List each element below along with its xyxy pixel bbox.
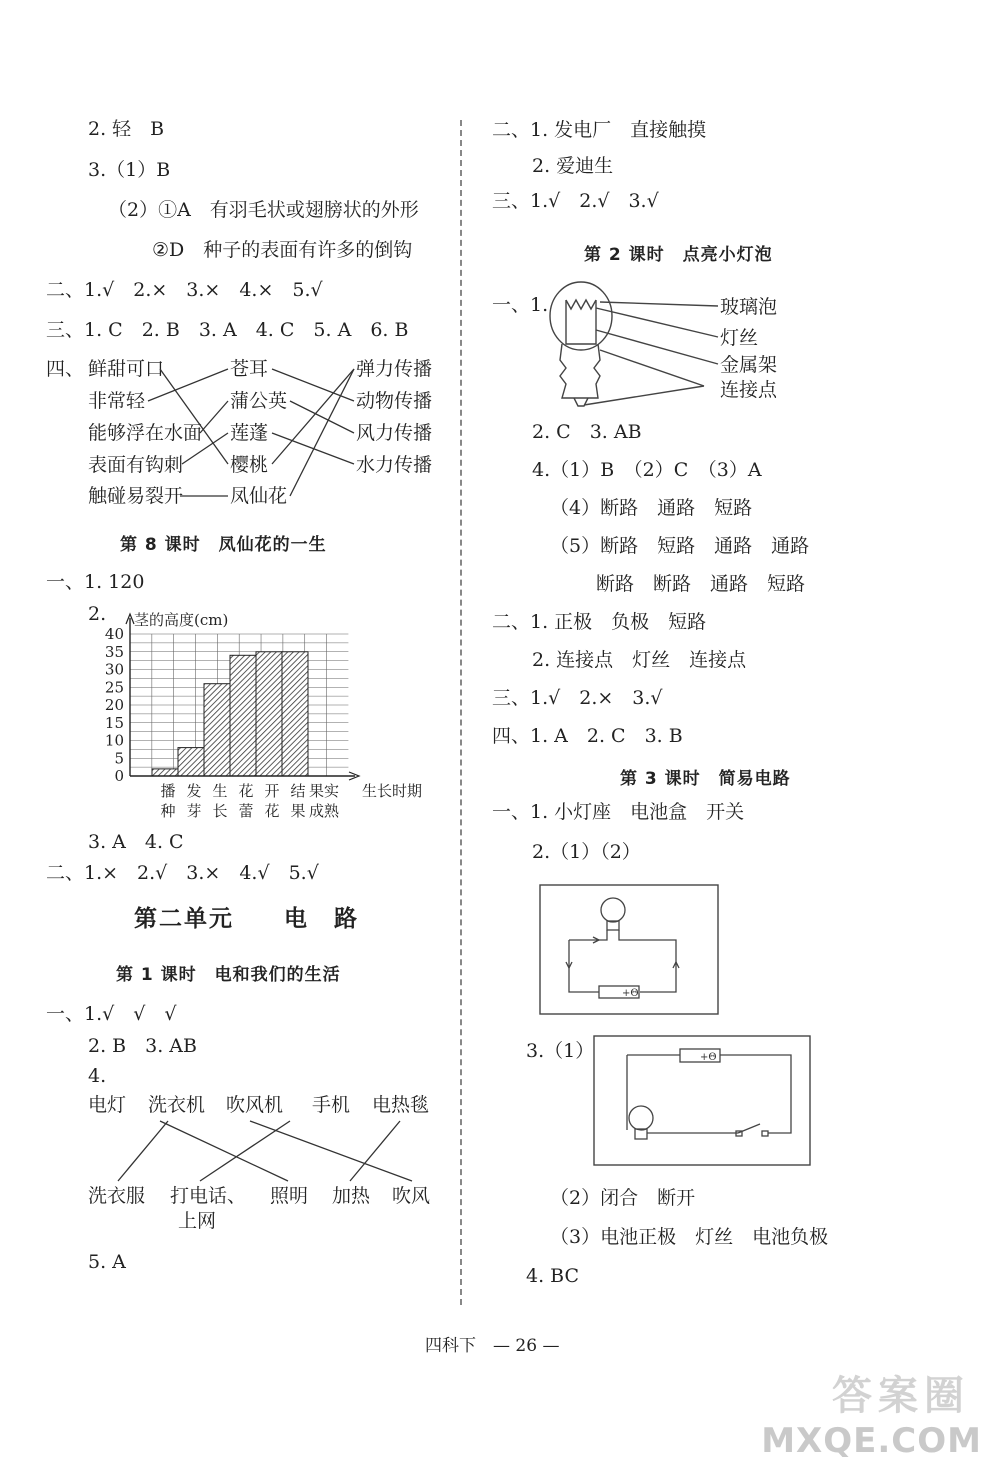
chart-x-tick-label: 结 <box>290 782 306 800</box>
chart-x-tick-label: 花 <box>238 782 254 800</box>
answer-line: 三、1. C 2. B 3. A 4. C 5. A 6. B <box>46 319 409 341</box>
lesson-heading: 第 8 课时 凤仙花的一生 <box>120 535 327 555</box>
match-mid-item: 凤仙花 <box>230 485 288 507</box>
chart-y-tick-label: 35 <box>104 642 124 661</box>
match-mid-item: 莲蓬 <box>230 422 269 444</box>
chart-x-tick-label: 果实 <box>308 782 340 800</box>
chart-x-tick-label: 芽 <box>186 802 202 820</box>
answer-line: ②D 种子的表面有许多的倒钩 <box>152 239 413 261</box>
match-top-item: 手机 <box>312 1094 351 1116</box>
answer-line: 3. A 4. C <box>88 831 184 853</box>
chart-y-tick-label: 25 <box>104 678 124 697</box>
chart-x-tick-label: 种 <box>160 802 176 820</box>
match-left-item: 触碰易裂开 <box>88 485 184 507</box>
answer-line: 一、1. 120 <box>46 571 145 593</box>
match-top-item: 电热毯 <box>372 1094 430 1116</box>
answer-line: （5）断路 短路 通路 通路 <box>550 535 810 557</box>
chart-y-tick-label: 15 <box>104 713 124 732</box>
chart-x-tick-label: 成熟 <box>308 802 340 820</box>
lesson-heading: 第 2 课时 点亮小灯泡 <box>584 245 773 265</box>
answer-line: 2. <box>88 603 107 625</box>
chart-y-tick-label: 30 <box>104 660 124 679</box>
chart-x-tick-label: 播 <box>160 782 176 800</box>
answer-line: 一、1. <box>492 294 549 316</box>
chart-y-tick-label: 40 <box>104 625 124 643</box>
answer-line: 2. C 3. AB <box>532 421 642 443</box>
answer-line: 4.（1）B （2）C （3）A <box>532 459 762 481</box>
answer-line: 二、1.√ 2.× 3.× 4.× 5.√ <box>46 279 323 301</box>
answer-line: 2. 爱迪生 <box>532 155 614 177</box>
match-right-item: 动物传播 <box>356 390 433 412</box>
answer-line: 三、1.√ 2.√ 3.√ <box>492 190 659 212</box>
chart-y-tick-label: 10 <box>104 731 124 750</box>
match-bottom-item-extra: 上网 <box>178 1210 217 1232</box>
answer-line: 二、1. 发电厂 直接触摸 <box>492 119 707 141</box>
match-left-item: 能够浮在水面 <box>88 422 203 444</box>
match-top-item: 吹风机 <box>226 1094 284 1116</box>
chart-y-tick-label: 20 <box>104 696 124 714</box>
svg-text:+Θ: +Θ <box>622 988 639 999</box>
chart-x-tick-label: 发 <box>186 782 202 800</box>
match-bottom-item: 照明 <box>270 1185 309 1207</box>
chart-y-tick-label: 5 <box>114 749 124 768</box>
answer-line: 2. B 3. AB <box>88 1035 197 1057</box>
answer-line: 5. A <box>88 1251 126 1273</box>
match-right-item: 风力传播 <box>356 422 433 444</box>
watermark: MXQE.COM <box>761 1421 982 1461</box>
answer-line: 2. 连接点 灯丝 连接点 <box>532 649 747 671</box>
answer-line: 三、1.√ 2.× 3.√ <box>492 687 663 709</box>
match-left-item: 鲜甜可口 <box>88 358 165 380</box>
answer-line: 一、1.√ √ √ <box>46 1003 177 1025</box>
bulb-label: 灯丝 <box>720 327 759 349</box>
chart-x-tick-label: 花 <box>264 802 280 820</box>
match-left-item: 表面有钩刺 <box>88 454 184 476</box>
chart-x-tick-label: 开 <box>264 782 280 800</box>
match-mid-item: 樱桃 <box>230 454 269 476</box>
chart-x-tick-label: 生 <box>212 782 228 800</box>
answer-line: 2.（1）（2） <box>532 841 641 863</box>
answer-line: 二、1.× 2.√ 3.× 4.√ 5.√ <box>46 862 319 884</box>
match-mid-item: 苍耳 <box>230 358 269 380</box>
match-bottom-item: 吹风 <box>392 1185 431 1207</box>
answer-line: （2）闭合 断开 <box>550 1187 696 1209</box>
chart-x-tick-label: 蕾 <box>238 802 254 820</box>
chart-ylabel: 茎的高度(cm) <box>134 611 229 629</box>
section-prefix: 四、 <box>46 358 85 380</box>
chart-x-tick-label: 长 <box>212 802 228 820</box>
chart-xlabel: 生长时期 <box>362 782 423 800</box>
lesson-heading: 第 3 课时 简易电路 <box>620 769 791 789</box>
answer-line: 一、1. 小灯座 电池盒 开关 <box>492 801 745 823</box>
match-left-item: 非常轻 <box>88 390 146 412</box>
watermark-logo: 答案圈 <box>832 1373 970 1419</box>
page-footer: 四科下 — 26 — <box>425 1336 560 1356</box>
svg-text:+Θ: +Θ <box>700 1052 717 1063</box>
answer-line: 3.（1）B <box>88 159 171 181</box>
bulb-label: 金属架 <box>720 354 778 376</box>
chart-y-tick-label: 0 <box>114 767 124 785</box>
answer-line: 4. BC <box>526 1265 580 1287</box>
lesson-heading: 第 1 课时 电和我们的生活 <box>116 965 341 985</box>
unit-title: 第二单元 电 路 <box>134 905 359 932</box>
bulb-label: 连接点 <box>720 379 778 401</box>
answer-line: 4. <box>88 1065 107 1087</box>
match-bottom-item: 打电话、 <box>170 1185 247 1207</box>
answer-line: 四、1. A 2. C 3. B <box>492 725 683 747</box>
match-right-item: 水力传播 <box>356 454 433 476</box>
answer-line: （4）断路 通路 短路 <box>550 497 753 519</box>
answer-line: 2. 轻 B <box>88 118 165 140</box>
match-right-item: 弹力传播 <box>356 358 433 380</box>
answer-line: （2）①A 有羽毛状或翅膀状的外形 <box>108 199 419 221</box>
answer-line: 二、1. 正极 负极 短路 <box>492 611 707 633</box>
answer-line: 断路 断路 通路 短路 <box>596 573 806 595</box>
match-top-item: 电灯 <box>88 1094 127 1116</box>
chart-x-tick-label: 果 <box>290 802 306 820</box>
answer-line: 3.（1） <box>526 1040 595 1062</box>
match-bottom-item: 洗衣服 <box>88 1185 146 1207</box>
match-bottom-item: 加热 <box>332 1185 371 1207</box>
match-top-item: 洗衣机 <box>148 1094 206 1116</box>
bulb-label: 玻璃泡 <box>720 296 778 318</box>
match-mid-item: 蒲公英 <box>230 390 288 412</box>
answer-line: （3）电池正极 灯丝 电池负极 <box>550 1226 829 1248</box>
